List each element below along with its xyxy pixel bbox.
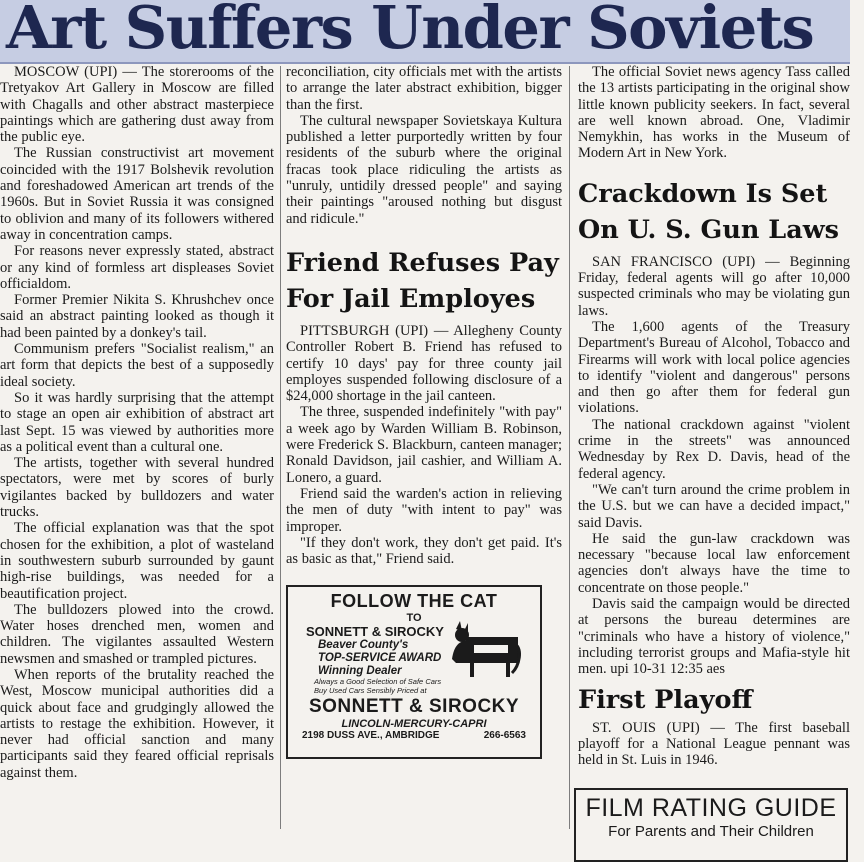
ad-phone: 266-6563 [483,730,526,742]
article-paragraph: The bulldozers plowed into the crowd. Water hoses drenched men, women and children. The vigilantes assaulted Western newsmen and smashed or trampled pictures. [0,601,274,667]
dealer-advertisement [286,585,542,759]
ad-small-print: Always a Good Selection of Safe Cars Buy Used Cars Sensibly Priced at [314,677,442,695]
ad-to: TO [406,612,422,625]
ad-line: Winning Dealer [318,665,402,678]
main-headline: Art Suffers Under Soviets [6,0,814,62]
article-paragraph: ST. OUIS (UPI) — The first baseball playoff for a National League pennant was held in St. Luis in 1946. [578,719,850,769]
article-paragraph: PITTSBURGH (UPI) — Allegheny County Controller Robert B. Friend has refused to certify 10 days' pay for three county jail employes suspended following disclosure of a $24,000 shortage in the jail canteen. [286,322,562,405]
ad-address: 2198 DUSS AVE., AMBRIDGE [302,730,440,742]
article-paragraph: The cultural newspaper Sovietskaya Kultura published a letter purportedly written by four residents of the suburb where the original fracas took place ridiculing the artists as "unruly, untidily dressed people" and saying their paintings "aroused nothing but disgust and ridicule." [286,112,562,227]
article-paragraph: When reports of the brutality reached the West, Moscow municipal authorities did a quick about face and grudgingly allowed the artists to restage the exhibition. However, it never had official sanction and many participants said they feared official reprisals against them. [0,666,274,781]
article-paragraph: Communism prefers "Socialist realism," an art form that depicts the best of a supposedly ideal society. [0,341,274,390]
article-paragraph: "If they don't work, they don't get paid. It's as basic as that," Friend said. [286,534,562,568]
headline-band [0,0,850,64]
cat-icon [448,619,520,681]
article-paragraph: reconciliation, city officials met with the artists to arrange the later abstract exhibition, bigger than the first. [286,64,562,113]
article-paragraph: The official Soviet news agency Tass called the 13 artists participating in the original show little known publicity seekers. In fact, several are well known abroad. One, Vladimir Nemykhin, has works in the Museum of Modern Art in New York. [578,64,850,162]
article-paragraph: The Russian constructivist art movement coincided with the 1917 Bolshevik revolution and foreshadowed American art trends of the 1960s. But in Soviet Russia it was consigned to oblivion and many of its followers withered away in concentration camps. [0,145,274,243]
column-rule [280,66,281,829]
middle-column [286,64,562,829]
ad-line: Beaver County's [318,639,409,652]
article-paragraph: SAN FRANCISCO (UPI) — Beginning Friday, federal agents will go after 10,000 suspected criminals who may be violating gun laws. [578,253,850,319]
article-paragraph: Friend said the warden's action in relieving the men of duty "with intent to pay" was improper. [286,485,562,535]
ad-dealer-big-name: SONNETT & SIROCKY [308,696,520,718]
column-rule [569,66,570,829]
article-paragraph: So it was hardly surprising that the attempt to stage an open air exhibition of abstract art last Sept. 15 was viewed by authorities more as a political event than a cultural one. [0,389,274,455]
film-rating-title: FILM RATING GUIDE [585,794,837,823]
article-paragraph: Davis said the campaign would be directed at persons the bureau determines are "criminals who have a history of violence," including terrorist groups and Mafia-style hit men. upi 10-31 12:35 aes [578,596,850,678]
article-paragraph: The three, suspended indefinitely "with pay" a week ago by Warden William B. Robinson, were Frederick S. Blackburn, canteen manager; Ronald Davidson, jail cashier, and William A. Lonero, a guard. [286,404,562,486]
playoff-headline: First Playoff [578,684,753,715]
ad-dealer-name: SONNETT & SIROCKY [306,624,444,640]
gun-headline: Crackdown Is Set On U. S. Gun Laws [578,178,840,245]
article-paragraph: The artists, together with several hundred spectators, were met by scores of burly vigilantes backed by bulldozers and water trucks. [0,455,274,521]
article-paragraph: MOSCOW (UPI) — The storerooms of the Tretyakov Art Gallery in Moscow are filled with Chagalls and other abstract masterpiece paintings which are gathering dust away from the public eye. [0,64,274,146]
right-column [578,64,850,841]
article-paragraph: The 1,600 agents of the Treasury Department's Bureau of Alcohol, Tobacco and Firearms will work with local police agencies to identify "violent and dangerous" persons and then go after them for federal gun violations. [578,318,850,417]
article-paragraph: Former Premier Nikita S. Khrushchev once said an abstract painting looked as though it had been painted by a donkey's tail. [0,292,274,341]
article-paragraph: "We can't turn around the crime problem in the U.S. but we can have a decided impact," said Davis. [578,481,850,531]
article-paragraph: The official explanation was that the spot chosen for the exhibition, a plot of wasteland in southwestern suburb surrounded by gaunt high-rise buildings, was needed for a beautification project. [0,520,274,602]
article-paragraph: He said the gun-law crackdown was necessary "because local law enforcement agencies don't always have the time to concentrate on those people." [578,530,850,596]
ad-address-row [288,730,540,741]
film-rating-box [574,788,848,862]
film-rating-subtitle: For Parents and Their Children [608,823,814,841]
ad-makes: LINCOLN-MERCURY-CAPRI [341,718,487,731]
ad-title: FOLLOW THE CAT [330,591,498,612]
friend-headline: Friend Refuses Pay For Jail Employes [286,247,559,314]
article-paragraph: The national crackdown against "violent crime in the streets" was announced Wednesday by Rex D. Davis, head of the federal agency. [578,416,850,482]
ad-line: TOP-SERVICE AWARD [318,652,442,665]
article-art-column [0,64,274,829]
article-paragraph: For reasons never expressly stated, abstract or any kind of formless art displeases Soviet officialdom. [0,243,274,292]
